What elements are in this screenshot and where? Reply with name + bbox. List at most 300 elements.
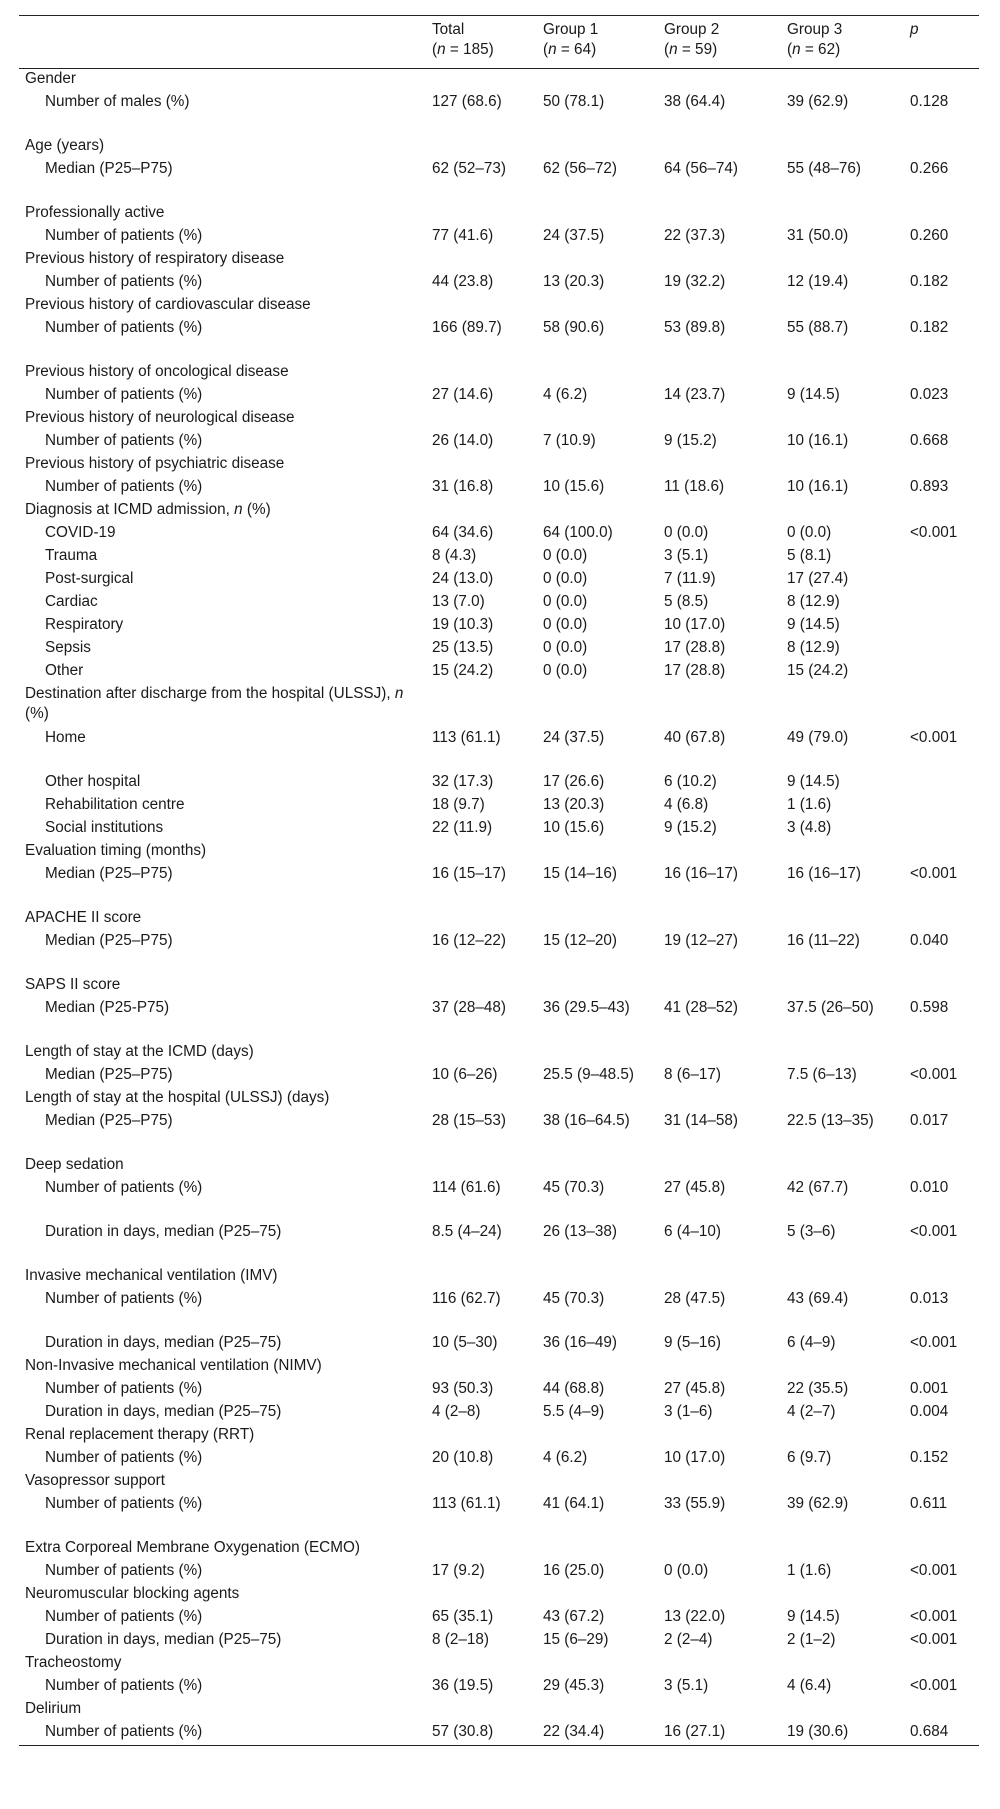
row-label: Rehabilitation centre [45, 796, 185, 813]
empty-cell [904, 1699, 979, 1722]
cell-group-2: 13 (22.0) [664, 1608, 726, 1625]
table-row [19, 1111, 979, 1155]
empty-cell [904, 454, 979, 477]
empty-cell [537, 454, 658, 477]
empty-cell [904, 249, 979, 272]
table-row [19, 864, 979, 908]
section-label: Extra Corporeal Membrane Oxygenation (ECMO) [25, 1539, 360, 1556]
empty-cell [426, 1042, 537, 1065]
row-label: Duration in days, median (P25–75) [45, 1334, 282, 1351]
empty-cell [781, 975, 904, 998]
section-row [19, 362, 979, 385]
cell-group-2: 10 (17.0) [664, 1449, 726, 1466]
section-row [19, 1042, 979, 1065]
table-row [19, 661, 979, 684]
cell-group-1: 26 (13–38) [543, 1223, 617, 1240]
empty-cell [781, 362, 904, 385]
empty-cell [781, 69, 904, 93]
empty-cell [658, 1699, 781, 1722]
cell-total: 113 (61.1) [432, 1495, 501, 1512]
empty-cell [781, 908, 904, 931]
cell-group-1: 38 (16–64.5) [543, 1112, 630, 1129]
table-row [19, 638, 979, 661]
empty-cell [781, 1155, 904, 1178]
row-label: Social institutions [45, 819, 164, 836]
header-row [19, 16, 979, 69]
cell-group-2: 4 (6.8) [664, 796, 709, 813]
table-row [19, 1722, 979, 1746]
cell-p-value: <0.001 [910, 865, 958, 882]
empty-cell [904, 203, 979, 226]
cell-group-2: 3 (1–6) [664, 1403, 713, 1420]
cell-p-value [904, 661, 979, 684]
empty-cell [537, 684, 658, 728]
table-row [19, 1402, 979, 1425]
cell-group-2: 14 (23.7) [664, 386, 726, 403]
row-label: Number of patients (%) [45, 1562, 203, 1579]
section-label: Evaluation timing (months) [25, 842, 207, 859]
cell-total: 27 (14.6) [432, 386, 494, 403]
empty-cell [537, 362, 658, 385]
empty-cell [781, 1699, 904, 1722]
cell-total: 16 (15–17) [432, 865, 506, 882]
cell-p-value: <0.001 [910, 1334, 958, 1351]
cell-group-3: 39 (62.9) [787, 93, 849, 110]
cell-group-2: 9 (15.2) [664, 432, 717, 449]
cell-group-1: 24 (37.5) [543, 729, 605, 746]
cell-group-2: 64 (56–74) [664, 160, 738, 177]
section-label: Length of stay at the ICMD (days) [25, 1043, 254, 1060]
empty-cell [426, 69, 537, 93]
section-label: Previous history of neurological disease [25, 409, 295, 426]
empty-cell [426, 1584, 537, 1607]
empty-cell [426, 203, 537, 226]
empty-cell [658, 1266, 781, 1289]
empty-cell [658, 1155, 781, 1178]
table-row [19, 772, 979, 795]
table-row [19, 159, 979, 203]
empty-cell [537, 841, 658, 864]
cell-group-1: 17 (26.6) [543, 773, 605, 790]
cell-group-1: 44 (68.8) [543, 1380, 605, 1397]
cell-total: 24 (13.0) [432, 570, 494, 587]
section-label: Destination after discharge from the hospital (ULSSJ), n (%) [25, 685, 404, 722]
cell-p-value: <0.001 [910, 1608, 958, 1625]
cell-group-2: 7 (11.9) [664, 570, 716, 587]
cell-total: 8 (4.3) [432, 547, 477, 564]
section-label: Previous history of respiratory disease [25, 250, 285, 267]
cell-p-value [904, 546, 979, 569]
cell-group-1: 0 (0.0) [543, 570, 588, 587]
cell-group-1: 15 (12–20) [543, 932, 617, 949]
empty-cell [658, 500, 781, 523]
cell-p-value [904, 795, 979, 818]
cell-group-2: 27 (45.8) [664, 1179, 726, 1196]
empty-cell [658, 684, 781, 728]
section-row [19, 1425, 979, 1448]
cell-group-1: 24 (37.5) [543, 227, 605, 244]
empty-cell [426, 1538, 537, 1561]
row-label: Number of patients (%) [45, 319, 203, 336]
cell-group-3: 37.5 (26–50) [787, 999, 874, 1016]
section-row [19, 136, 979, 159]
cell-total: 19 (10.3) [432, 616, 494, 633]
row-label: Number of patients (%) [45, 1677, 203, 1694]
cell-total: 10 (6–26) [432, 1066, 498, 1083]
section-row [19, 684, 979, 728]
cell-group-3: 5 (3–6) [787, 1223, 836, 1240]
cell-total: 65 (35.1) [432, 1608, 494, 1625]
empty-cell [537, 1088, 658, 1111]
cell-p-value: 0.611 [910, 1495, 948, 1512]
cell-group-3: 3 (4.8) [787, 819, 832, 836]
empty-cell [426, 454, 537, 477]
row-label: Number of patients (%) [45, 1723, 203, 1740]
cell-p-value: 0.004 [910, 1403, 949, 1420]
empty-cell [426, 500, 537, 523]
empty-cell [537, 908, 658, 931]
section-row [19, 1266, 979, 1289]
empty-cell [426, 1653, 537, 1676]
empty-cell [658, 1425, 781, 1448]
empty-cell [426, 136, 537, 159]
cell-group-3: 9 (14.5) [787, 773, 840, 790]
table-row [19, 318, 979, 362]
cell-group-2: 11 (18.6) [664, 478, 725, 495]
cell-group-3: 49 (79.0) [787, 729, 849, 746]
table-row [19, 1065, 979, 1088]
empty-cell [781, 841, 904, 864]
table-row [19, 592, 979, 615]
cell-group-1: 0 (0.0) [543, 547, 588, 564]
empty-cell [904, 295, 979, 318]
empty-cell [537, 500, 658, 523]
row-label: Duration in days, median (P25–75) [45, 1403, 282, 1420]
table-row [19, 1494, 979, 1538]
cell-total: 64 (34.6) [432, 524, 494, 541]
cell-group-2: 3 (5.1) [664, 1677, 709, 1694]
empty-cell [904, 684, 979, 728]
empty-cell [537, 1471, 658, 1494]
section-row [19, 295, 979, 318]
empty-cell [537, 1538, 658, 1561]
cell-group-2: 6 (10.2) [664, 773, 717, 790]
table-row [19, 523, 979, 546]
empty-cell [426, 362, 537, 385]
cell-total: 26 (14.0) [432, 432, 494, 449]
cell-group-2: 3 (5.1) [664, 547, 709, 564]
cell-group-3: 15 (24.2) [787, 662, 849, 679]
cell-group-2: 16 (27.1) [664, 1723, 726, 1740]
row-label: Median (P25–P75) [45, 160, 173, 177]
empty-cell [537, 295, 658, 318]
empty-cell [781, 295, 904, 318]
table-row [19, 1379, 979, 1402]
cell-group-3: 4 (2–7) [787, 1403, 836, 1420]
cell-group-3: 42 (67.7) [787, 1179, 849, 1196]
row-label: Median (P25–P75) [45, 865, 173, 882]
cell-total: 15 (24.2) [432, 662, 494, 679]
cell-group-2: 16 (16–17) [664, 865, 738, 882]
empty-cell [658, 841, 781, 864]
cell-group-3: 9 (14.5) [787, 386, 840, 403]
table-row [19, 728, 979, 772]
section-label: Professionally active [25, 204, 165, 221]
cell-group-3: 10 (16.1) [787, 432, 849, 449]
cell-group-2: 19 (32.2) [664, 273, 726, 290]
cell-group-2: 41 (28–52) [664, 999, 738, 1016]
cell-p-value [904, 638, 979, 661]
cell-total: 57 (30.8) [432, 1723, 494, 1740]
section-label: Age (years) [25, 137, 105, 154]
cell-group-2: 5 (8.5) [664, 593, 709, 610]
cell-p-value: <0.001 [910, 729, 958, 746]
cell-group-2: 33 (55.9) [664, 1495, 726, 1512]
row-label: Number of patients (%) [45, 386, 203, 403]
cell-group-3: 17 (27.4) [787, 570, 849, 587]
cell-p-value: 0.040 [910, 932, 949, 949]
row-label: Trauma [45, 547, 98, 564]
cell-group-3: 19 (30.6) [787, 1723, 849, 1740]
section-row [19, 500, 979, 523]
empty-cell [904, 1425, 979, 1448]
table-row [19, 1630, 979, 1653]
empty-cell [904, 908, 979, 931]
row-label: Number of patients (%) [45, 1179, 203, 1196]
cell-p-value: 0.017 [910, 1112, 949, 1129]
row-label: Number of patients (%) [45, 1608, 203, 1625]
cell-p-value: <0.001 [910, 1066, 958, 1083]
cell-group-3: 1 (1.6) [787, 1562, 832, 1579]
cell-group-2: 0 (0.0) [664, 1562, 709, 1579]
header-cell-group-3: Group 3 (n = 62) [787, 21, 843, 58]
cell-total: 10 (5–30) [432, 1334, 498, 1351]
empty-cell [658, 454, 781, 477]
row-label: Sepsis [45, 639, 91, 656]
table-row [19, 998, 979, 1042]
cell-group-2: 17 (28.8) [664, 639, 726, 656]
table-row [19, 1222, 979, 1266]
row-label: Duration in days, median (P25–75) [45, 1631, 282, 1648]
cell-group-3: 1 (1.6) [787, 796, 832, 813]
empty-cell [537, 1155, 658, 1178]
cell-group-1: 41 (64.1) [543, 1495, 605, 1512]
table-row [19, 615, 979, 638]
cell-total: 127 (68.6) [432, 93, 502, 110]
table-row [19, 92, 979, 136]
cell-group-3: 22.5 (13–35) [787, 1112, 874, 1129]
cell-group-1: 0 (0.0) [543, 593, 588, 610]
empty-cell [781, 1471, 904, 1494]
cell-total: 8.5 (4–24) [432, 1223, 502, 1240]
cell-group-1: 0 (0.0) [543, 639, 588, 656]
cell-total: 44 (23.8) [432, 273, 494, 290]
table-row [19, 226, 979, 249]
empty-cell [658, 908, 781, 931]
empty-cell [658, 1584, 781, 1607]
cell-p-value: <0.001 [910, 1223, 958, 1240]
cell-p-value [904, 818, 979, 841]
section-row [19, 1653, 979, 1676]
table-row [19, 1561, 979, 1584]
empty-cell [537, 1584, 658, 1607]
empty-cell [537, 1653, 658, 1676]
empty-cell [658, 203, 781, 226]
cell-group-2: 6 (4–10) [664, 1223, 721, 1240]
cell-group-1: 15 (14–16) [543, 865, 617, 882]
section-label: Renal replacement therapy (RRT) [25, 1426, 255, 1443]
empty-cell [904, 975, 979, 998]
table-row [19, 1178, 979, 1222]
section-label: Previous history of psychiatric disease [25, 455, 285, 472]
cell-group-3: 6 (9.7) [787, 1449, 832, 1466]
table-row [19, 931, 979, 975]
table-header [19, 16, 979, 69]
empty-cell [904, 362, 979, 385]
table-row [19, 795, 979, 818]
cell-total: 28 (15–53) [432, 1112, 506, 1129]
empty-cell [426, 1425, 537, 1448]
cell-total: 113 (61.1) [432, 729, 501, 746]
empty-cell [781, 500, 904, 523]
row-label: Number of patients (%) [45, 432, 203, 449]
cell-p-value: 0.182 [910, 319, 949, 336]
row-label: Median (P25–P75) [45, 1066, 173, 1083]
empty-cell [537, 136, 658, 159]
cell-group-3: 55 (88.7) [787, 319, 849, 336]
section-row [19, 454, 979, 477]
cell-group-3: 2 (1–2) [787, 1631, 836, 1648]
empty-cell [426, 1699, 537, 1722]
empty-cell [904, 841, 979, 864]
empty-cell [781, 1584, 904, 1607]
section-label: Non-Invasive mechanical ventilation (NIMV) [25, 1357, 322, 1374]
cell-group-1: 45 (70.3) [543, 1179, 605, 1196]
patient-characteristics-table [19, 15, 979, 1746]
cell-group-3: 55 (48–76) [787, 160, 861, 177]
empty-cell [781, 1356, 904, 1379]
cell-p-value: 0.023 [910, 386, 949, 403]
empty-cell [426, 1356, 537, 1379]
cell-p-value: 0.260 [910, 227, 949, 244]
cell-group-3: 31 (50.0) [787, 227, 849, 244]
empty-cell [904, 69, 979, 93]
cell-group-1: 15 (6–29) [543, 1631, 609, 1648]
cell-total: 62 (52–73) [432, 160, 506, 177]
cell-total: 20 (10.8) [432, 1449, 494, 1466]
cell-group-2: 38 (64.4) [664, 93, 726, 110]
cell-group-1: 45 (70.3) [543, 1290, 605, 1307]
section-row [19, 69, 979, 93]
empty-cell [537, 1425, 658, 1448]
empty-cell [904, 500, 979, 523]
empty-cell [904, 1356, 979, 1379]
table-row [19, 477, 979, 500]
section-label: APACHE II score [25, 909, 142, 926]
empty-cell [781, 1266, 904, 1289]
table-container [19, 15, 979, 1746]
empty-cell [426, 908, 537, 931]
cell-group-2: 19 (12–27) [664, 932, 738, 949]
cell-group-2: 8 (6–17) [664, 1066, 721, 1083]
cell-p-value: 0.001 [910, 1380, 949, 1397]
cell-p-value: 0.893 [910, 478, 949, 495]
header-cell-p: p [910, 21, 919, 38]
empty-cell [537, 69, 658, 93]
section-row [19, 1356, 979, 1379]
row-label: Number of patients (%) [45, 1495, 203, 1512]
empty-cell [426, 1266, 537, 1289]
cell-group-1: 25.5 (9–48.5) [543, 1066, 634, 1083]
row-label: Cardiac [45, 593, 98, 610]
table-row [19, 1289, 979, 1333]
cell-group-1: 29 (45.3) [543, 1677, 605, 1694]
empty-cell [658, 1653, 781, 1676]
empty-cell [781, 408, 904, 431]
cell-group-2: 31 (14–58) [664, 1112, 738, 1129]
section-label: Delirium [25, 1700, 82, 1717]
cell-total: 13 (7.0) [432, 593, 485, 610]
cell-p-value: 0.010 [910, 1179, 949, 1196]
empty-cell [781, 136, 904, 159]
table-row [19, 1333, 979, 1356]
empty-cell [537, 408, 658, 431]
section-label: Previous history of oncological disease [25, 363, 289, 380]
cell-p-value: 0.013 [910, 1290, 949, 1307]
cell-group-3: 16 (16–17) [787, 865, 861, 882]
cell-total: 25 (13.5) [432, 639, 494, 656]
cell-group-3: 8 (12.9) [787, 593, 840, 610]
row-label: Number of patients (%) [45, 1380, 203, 1397]
row-label: Post-surgical [45, 570, 134, 587]
section-row [19, 249, 979, 272]
row-label: Number of patients (%) [45, 1449, 203, 1466]
section-row [19, 1088, 979, 1111]
cell-group-1: 62 (56–72) [543, 160, 617, 177]
cell-p-value: <0.001 [910, 1562, 958, 1579]
cell-group-3: 0 (0.0) [787, 524, 832, 541]
cell-group-3: 8 (12.9) [787, 639, 840, 656]
header-cell-label [19, 16, 426, 69]
cell-group-1: 43 (67.2) [543, 1608, 605, 1625]
cell-total: 114 (61.6) [432, 1179, 501, 1196]
cell-p-value: 0.152 [910, 1449, 949, 1466]
table-body [19, 69, 979, 1746]
section-row [19, 908, 979, 931]
empty-cell [904, 1042, 979, 1065]
cell-total: 36 (19.5) [432, 1677, 494, 1694]
empty-cell [904, 1584, 979, 1607]
row-label: Other hospital [45, 773, 141, 790]
table-row [19, 272, 979, 295]
empty-cell [426, 408, 537, 431]
cell-total: 22 (11.9) [432, 819, 493, 836]
cell-group-2: 10 (17.0) [664, 616, 726, 633]
section-label: Deep sedation [25, 1156, 124, 1173]
header-cell-group-2: Group 2 (n = 59) [664, 21, 720, 58]
cell-group-2: 2 (2–4) [664, 1631, 713, 1648]
table-row [19, 1676, 979, 1699]
empty-cell [658, 1356, 781, 1379]
section-label: Vasopressor support [25, 1472, 166, 1489]
empty-cell [658, 975, 781, 998]
cell-group-2: 9 (5–16) [664, 1334, 721, 1351]
cell-p-value: <0.001 [910, 1677, 958, 1694]
empty-cell [658, 1042, 781, 1065]
cell-group-1: 36 (29.5–43) [543, 999, 630, 1016]
table-row [19, 818, 979, 841]
section-label: Invasive mechanical ventilation (IMV) [25, 1267, 278, 1284]
